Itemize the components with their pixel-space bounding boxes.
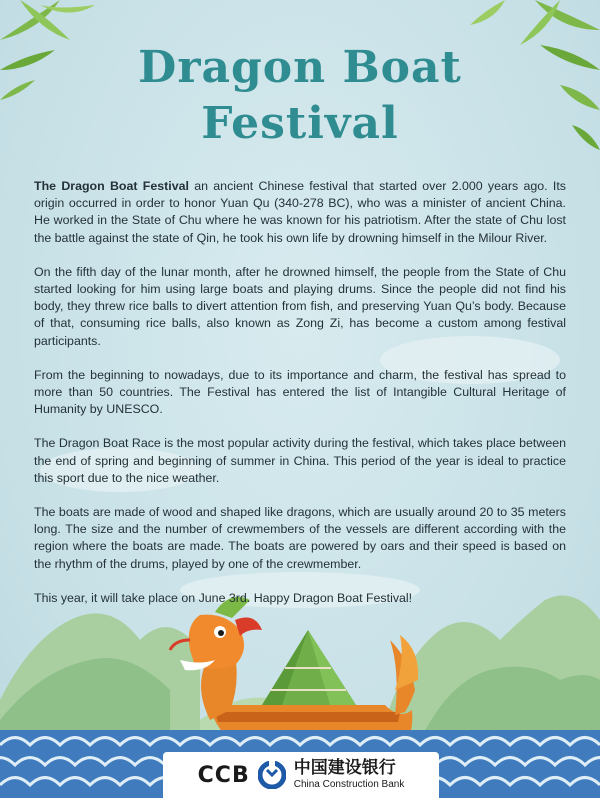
ccb-logo-icon — [258, 761, 286, 789]
paragraph-4: The Dragon Boat Race is the most popular activity during the festival, which takes place between the end of spring and beginning of summer in China. This period of the year is ideal to practice this sport due to the nice weather. — [34, 436, 566, 485]
paragraph-3: From the beginning to nowadays, due to its importance and charm, the festival has spread to more than 50 countries. The Festival has entered the list of Intangible Cultural Heritage of Humanity by UNESCO. — [34, 367, 566, 417]
paragraph-6: This year, it will take place on June 3rd. Happy Dragon Boat Festival! — [34, 590, 413, 605]
title-line-1: Dragon Boat — [138, 42, 462, 93]
paragraph-5: The boats are made of wood and shaped like dragons, which are usually around 20 to 35 meters long. The size and the number of crewmembers of the vessels are different according with the region where the boats are made. The boats are powered by oars and their speed is based on the rhythm of the drums, played by one of the crewmember. — [34, 505, 566, 571]
bank-logo-bar — [163, 752, 439, 798]
article-body — [34, 178, 566, 624]
title-line-2: Festival — [201, 98, 399, 149]
bank-name-block — [294, 758, 405, 792]
paragraph-1-text: an ancient Chinese festival that started over 2.000 years ago. Its origin occurred in order to honor Yuan Qu (340-278 BC), who was a minister of ancient China. He worked in the State of Chu where he was known for his patriotism. After the state of Chu lost the battle against the state of Qin, he took his own life by drowning himself in the Milour River. — [34, 179, 566, 245]
ccb-logo-text: CCB — [197, 762, 250, 788]
paragraph-1 — [34, 178, 566, 247]
bank-name-chinese: 中国建设银行 — [293, 758, 396, 778]
paragraph-2: On the fifth day of the lunar month, after he drowned himself, the people from the State of Chu started looking for him using large boats and playing drums. Since the people did not find his body, they threw rice balls to divert attention from fish, and preserving Yuan Qu’s body. Because of that, consuming rice balls, also known as Zong Zi, has become a custom among festival participants. — [34, 264, 566, 348]
zongzi-icon — [262, 630, 356, 705]
page-title — [0, 40, 600, 152]
bank-name-english: China Construction Bank — [293, 779, 405, 790]
festival-name-bold: The Dragon Boat Festival — [34, 179, 189, 193]
